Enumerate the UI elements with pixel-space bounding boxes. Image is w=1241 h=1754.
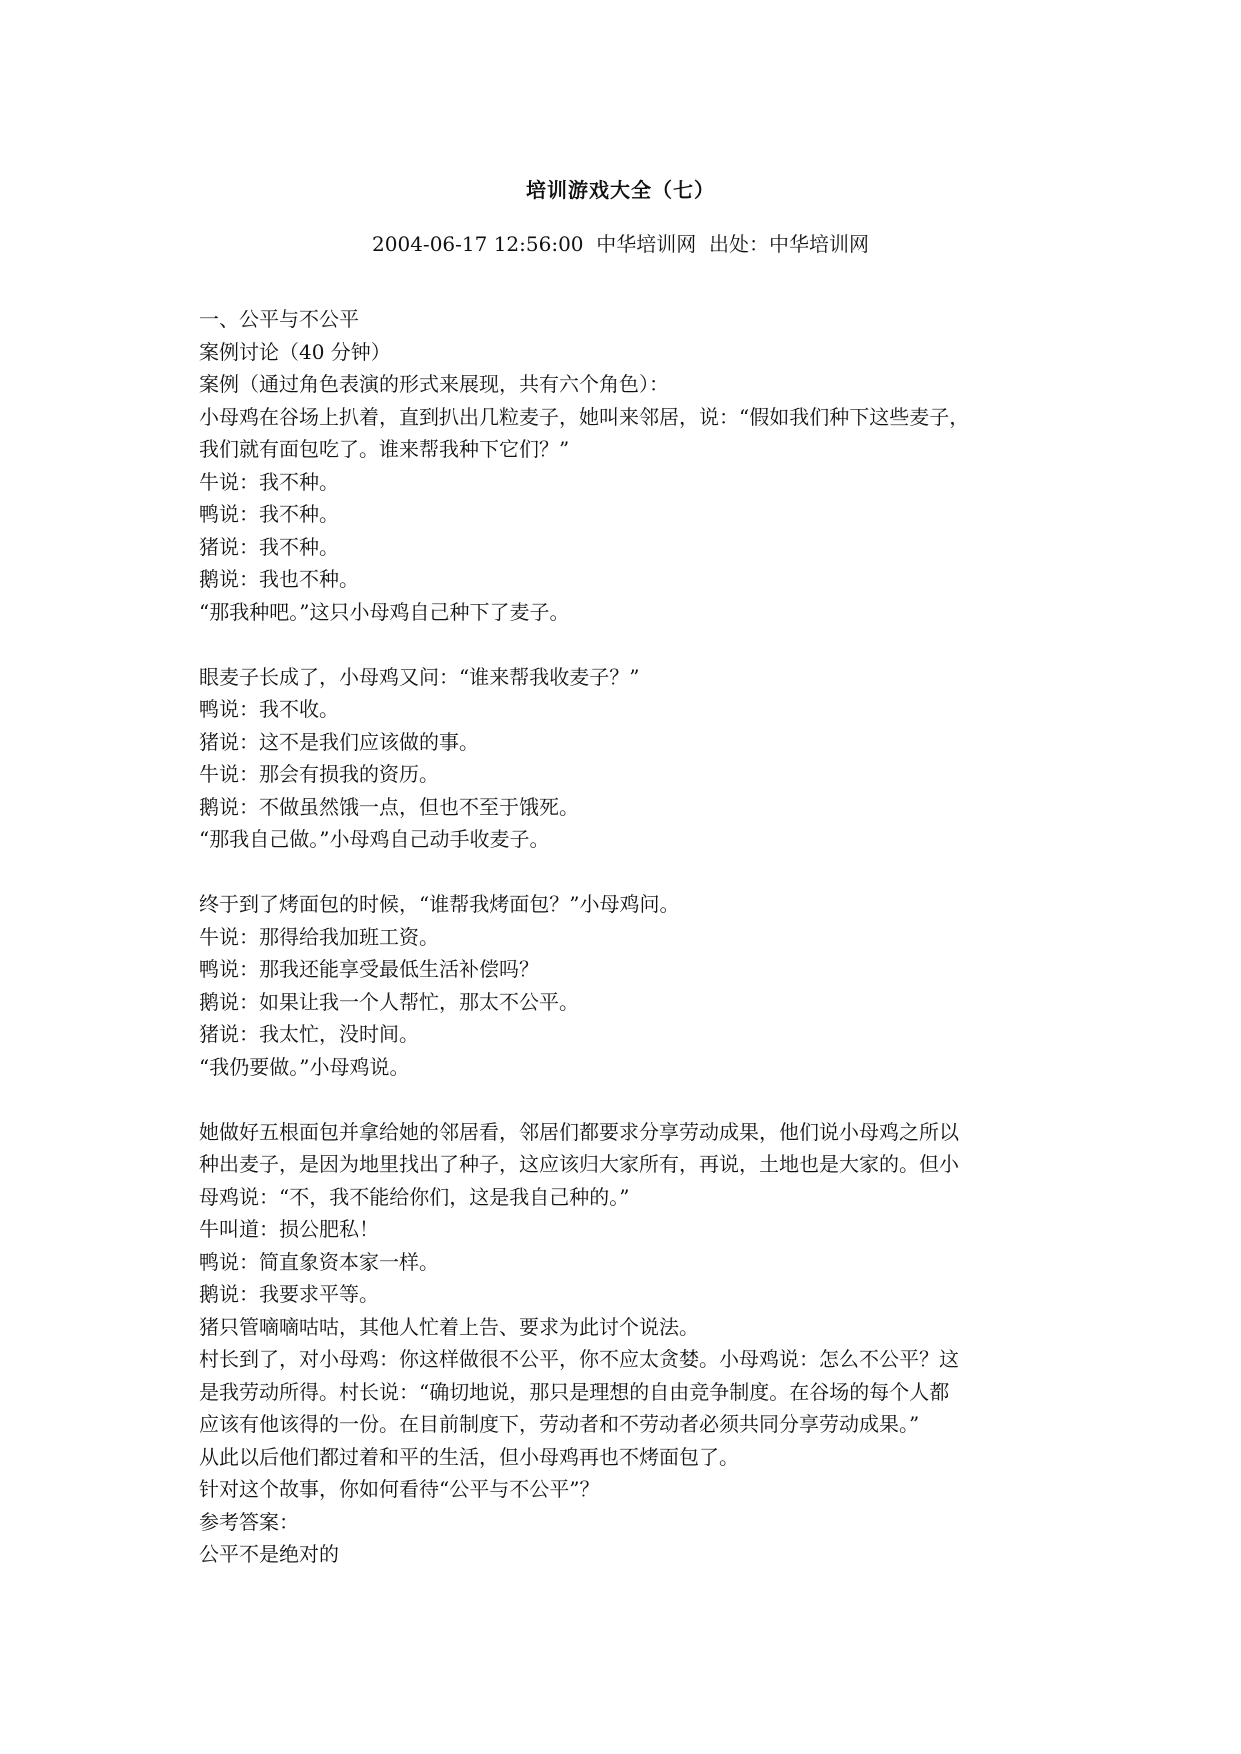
body-text-line: 鹅说：如果让我一个人帮忙，那太不公平。 bbox=[199, 989, 579, 1014]
body-text-line: 从此以后他们都过着和平的生活，但小母鸡再也不烤面包了。 bbox=[199, 1444, 739, 1469]
body-text-line: 终于到了烤面包的时候，“谁帮我烤面包？”小母鸡问。 bbox=[199, 892, 680, 916]
body-text-line: 牛说：我不种。 bbox=[199, 469, 339, 494]
meta-datetime: 2004-06-17 12:56:00 bbox=[372, 232, 584, 256]
body-text-line: 参考答案： bbox=[199, 1509, 299, 1534]
meta-publisher: 中华培训网 bbox=[596, 232, 697, 256]
body-text-line: 小母鸡在谷场上扒着，直到扒出几粒麦子，她叫来邻居，说：“假如我们种下这些麦子， bbox=[199, 404, 970, 429]
body-text-line: 鹅说：我要求平等。 bbox=[199, 1282, 379, 1306]
body-text-line: 公平不是绝对的 bbox=[199, 1542, 339, 1566]
meta-source: 出处：中华培训网 bbox=[708, 232, 869, 256]
paragraph-gap bbox=[199, 1083, 1039, 1116]
body-text-line: 猪说：这不是我们应该做的事。 bbox=[199, 729, 479, 754]
body-text-line: 猪说：我太忙，没时间。 bbox=[199, 1022, 419, 1046]
body-text-line: 牛叫道：损公肥私！ bbox=[199, 1217, 379, 1241]
body-text-line: 鸭说：我不种。 bbox=[199, 502, 339, 526]
body-text-line: 针对这个故事，你如何看待“公平与不公平”？ bbox=[199, 1477, 600, 1501]
body-text-line: 鹅说：不做虽然饿一点，但也不至于饿死。 bbox=[199, 794, 579, 819]
body-text-line: 种出麦子，是因为地里找出了种子，这应该归大家所有，再说，土地也是大家的。但小 bbox=[199, 1152, 959, 1176]
document-body bbox=[199, 303, 1039, 1571]
body-text-line: “那我自己做。”小母鸡自己动手收麦子。 bbox=[199, 827, 550, 851]
body-text-line: 一、公平与不公平 bbox=[199, 307, 359, 331]
body-text-line: “我仍要做。”小母鸡说。 bbox=[199, 1054, 410, 1079]
body-text-line: 鸭说：那我还能享受最低生活补偿吗？ bbox=[199, 957, 539, 981]
body-text-line: 鹅说：我也不种。 bbox=[199, 567, 359, 591]
body-text-line: 鸭说：我不收。 bbox=[199, 697, 339, 721]
body-text-line: 猪只管嘀嘀咕咕，其他人忙着上告、要求为此讨个说法。 bbox=[199, 1314, 699, 1339]
body-text-line: 村长到了，对小母鸡：你这样做很不公平，你不应太贪婪。小母鸡说：怎么不公平？这 bbox=[199, 1347, 959, 1371]
body-text-line: 猪说：我不种。 bbox=[199, 534, 339, 559]
body-text-line: “那我种吧。”这只小母鸡自己种下了麦子。 bbox=[199, 599, 570, 624]
paragraph-gap bbox=[199, 628, 1039, 661]
body-text-line: 是我劳动所得。村长说：“确切地说，那只是理想的自由竞争制度。在谷场的每个人都 bbox=[199, 1379, 950, 1404]
paragraph-gap bbox=[199, 856, 1039, 889]
body-text-line: 我们就有面包吃了。谁来帮我种下它们？” bbox=[199, 437, 570, 461]
document-meta bbox=[0, 229, 1241, 259]
body-text-line: 牛说：那会有损我的资历。 bbox=[199, 762, 439, 786]
body-text-line: 应该有他该得的一份。在目前制度下，劳动者和不劳动者必须共同分享劳动成果。” bbox=[199, 1412, 920, 1436]
body-text-line: 案例讨论（40 分钟） bbox=[199, 339, 391, 364]
body-text-line: 母鸡说：“不，我不能给你们，这是我自己种的。” bbox=[199, 1184, 630, 1209]
document-title: 培训游戏大全（七） bbox=[526, 178, 715, 202]
body-text-line: 鸭说：简直象资本家一样。 bbox=[199, 1249, 439, 1274]
body-text-line: 眼麦子长成了，小母鸡又问：“谁来帮我收麦子？” bbox=[199, 664, 640, 689]
body-text-line: 她做好五根面包并拿给她的邻居看，邻居们都要求分享劳动成果，他们说小母鸡之所以 bbox=[199, 1119, 959, 1144]
body-text-line: 案例（通过角色表演的形式来展现，共有六个角色）： bbox=[199, 372, 669, 396]
body-text-line: 牛说：那得给我加班工资。 bbox=[199, 924, 439, 949]
